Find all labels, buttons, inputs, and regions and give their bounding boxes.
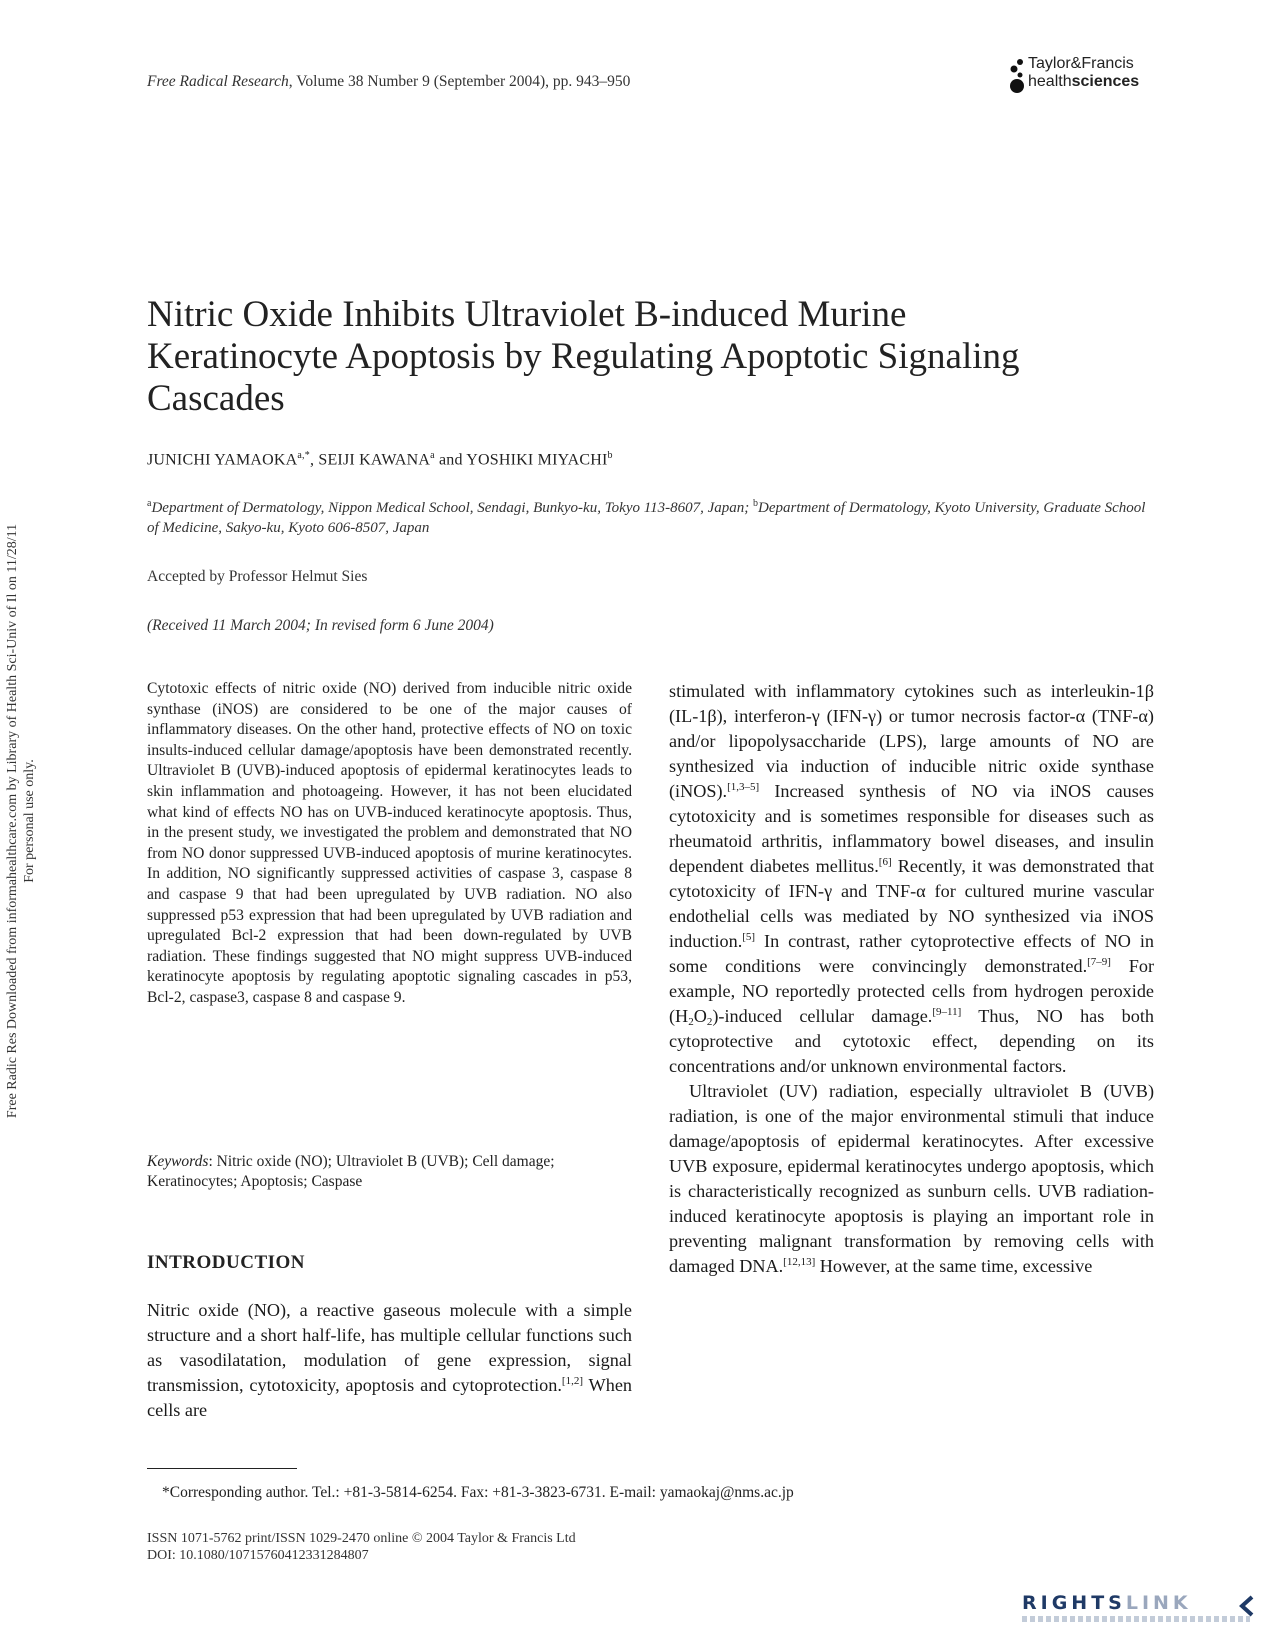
publisher-logo-icon xyxy=(1008,58,1026,94)
journal-name: Free Radical Research xyxy=(147,73,289,90)
citation-ref[interactable]: [7–9] xyxy=(1087,956,1111,968)
received-dates: (Received 11 March 2004; In revised form 6 June 2004) xyxy=(147,617,494,634)
citation-ref[interactable]: [9–11] xyxy=(932,1006,962,1018)
rightslink-tagline xyxy=(1022,1616,1250,1622)
watermark-line2: For personal use only. xyxy=(22,759,37,883)
publisher-logo xyxy=(1008,55,1158,97)
body-paragraph: Ultraviolet (UV) radiation, especially ultraviolet B (UVB) radiation, is one of the major environmental stimuli that induce damage/apoptosis of epidermal keratinocytes. After excessive UVB exposure, epidermal keratinocytes undergo apoptosis, which is characteristically recognized as sunburn cells. UVB radiation-induced keratinocyte apoptosis is playing an important role in preventing malignant transformation by removing cells with damaged DNA.[12,13] However, at the same time, excessive xyxy=(669,1081,1154,1276)
watermark-line1: Free Radic Res Downloaded from informahealthcare.com by Library of Health Sci-Univ of Il on 11/28/11 xyxy=(5,523,20,1119)
publisher-division: healthsciences xyxy=(1028,73,1140,90)
citation-ref[interactable]: [5] xyxy=(742,931,756,943)
abstract: Cytotoxic effects of nitric oxide (NO) derived from inducible nitric oxide synthase (iNOS) are considered to be one of the major causes of inflammatory diseases. On the other hand, protective effects of NO on toxic insults-induced cellular damage/apoptosis have been demonstrated recently. Ultraviolet B (UVB)-induced apoptosis of epidermal keratinocytes leads to skin inflammation and photoageing. However, it has not been elucidated what kind of effects NO has on UVB-induced keratinocyte apoptosis. Thus, in the present study, we investigated the problem and demonstrated that NO from NO donor suppressed UVB-induced apoptosis of murine keratinocytes. In addition, NO significantly suppressed activities of caspase 3, caspase 8 and caspase 9 that had been upregulated by UVB radiation. NO also suppressed p53 expression that had been upregulated by UVB radiation and upregulated Bcl-2 expression that had been down-regulated by UVB radiation. These findings suggested that NO might suppress UVB-induced keratinocyte apoptosis by regulating apoptotic signaling cascades in p53, Bcl-2, caspase3, caspase 8 and caspase 9. xyxy=(147,680,632,1006)
body-paragraph: stimulated with inflammatory cytokines such as interleukin-1β (IL-1β), interferon-γ (IFN-γ) or tumor necrosis factor-α (TNF-α) and/or lipopolysaccharide (LPS), large amounts of NO are synthesized via induction of inducible nitric oxide synthase (iNOS).[1,3–5] Increased synthesis of NO via iNOS causes cytotoxicity and is sometimes responsible for diseases such as rheumatoid arthritis, inflammatory bowel diseases, and insulin dependent diabetes mellitus.[6] Recently, it was demonstrated that cytotoxicity of IFN-γ and TNF-α for cultured murine vascular endothelial cells was mediated by NO synthesized via iNOS induction.[5] In contrast, rather cytoprotective effects of NO in some conditions were convincingly demonstrated.[7–9] For example, NO reportedly protected cells from hydrogen peroxide $(H_2O_2)$-induced cellular damage.[9–11] Thus, NO has both cytoprotective and cytotoxic effect, depending on its concentrations and/or unknown environmental factors. xyxy=(669,681,1154,1076)
publisher-name: Taylor&Francis xyxy=(1028,55,1134,72)
corresponding-author-footnote: *Corresponding author. Tel.: +81-3-5814-6254. Fax: +81-3-3823-6731. E-mail: yamaokaj@nms.ac.jp xyxy=(162,1484,794,1501)
intro-paragraph: Nitric oxide (NO), a reactive gaseous molecule with a simple structure and a short half-life, has multiple cellular functions such as vasodilatation, modulation of gene expression, signal transmission, cytotoxicity, apoptosis and cytoprotection.[1,2] When cells are xyxy=(147,1300,632,1420)
citation-ref[interactable]: [1,2] xyxy=(561,1375,583,1387)
keywords: Keywords: Nitric oxide (NO); Ultraviolet B (UVB); Cell damage; Keratinocytes; Apoptosis; Caspase xyxy=(147,1153,555,1190)
right-column-text xyxy=(669,679,1154,1279)
footnote-divider xyxy=(147,1468,297,1469)
citation-ref[interactable]: [12,13] xyxy=(783,1256,816,1268)
download-watermark xyxy=(0,0,60,1651)
article-title: Nitric Oxide Inhibits Ultraviolet B-induced Murine Keratinocyte Apoptosis by Regulating Apoptotic Signaling Cascades xyxy=(147,294,1020,419)
author-list: JUNICHI $YAMAOKA^{a,*}$, SEIJI KAWANA$^a$ and YOSHIKI MIYACHI$^b$ xyxy=(147,450,613,469)
citation-ref[interactable]: [6] xyxy=(878,856,892,868)
journal-volume: , Volume 38 Number 9 (September 2004), pp. 943–950 xyxy=(288,73,631,90)
issn-doi-block xyxy=(147,1530,576,1564)
issn: ISSN 1071-5762 print/ISSN 1029-2470 online © 2004 Taylor & Francis Ltd xyxy=(147,1531,576,1546)
rightslink-logo[interactable]: RIGHTSLINK xyxy=(1022,1592,1262,1632)
chevron-left-icon xyxy=(1236,1594,1260,1618)
doi[interactable]: DOI: 10.1080/10715760412331284807 xyxy=(147,1548,369,1563)
section-heading-introduction: INTRODUCTION xyxy=(147,1252,306,1273)
journal-citation xyxy=(147,73,630,91)
affiliations: $^a$Department of Dermatology, Nippon Medical School, Sendagi, Bunkyo-ku, Tokyo 113-8607, Japan; $^b$Department of Dermatology, Kyoto University, Graduate School of Medicine, Sakyo-ku, Kyoto 606-8507, Japan xyxy=(147,498,1146,536)
accepted-by: Accepted by Professor Helmut Sies xyxy=(147,568,368,585)
citation-ref[interactable]: [1,3–5] xyxy=(727,781,760,793)
